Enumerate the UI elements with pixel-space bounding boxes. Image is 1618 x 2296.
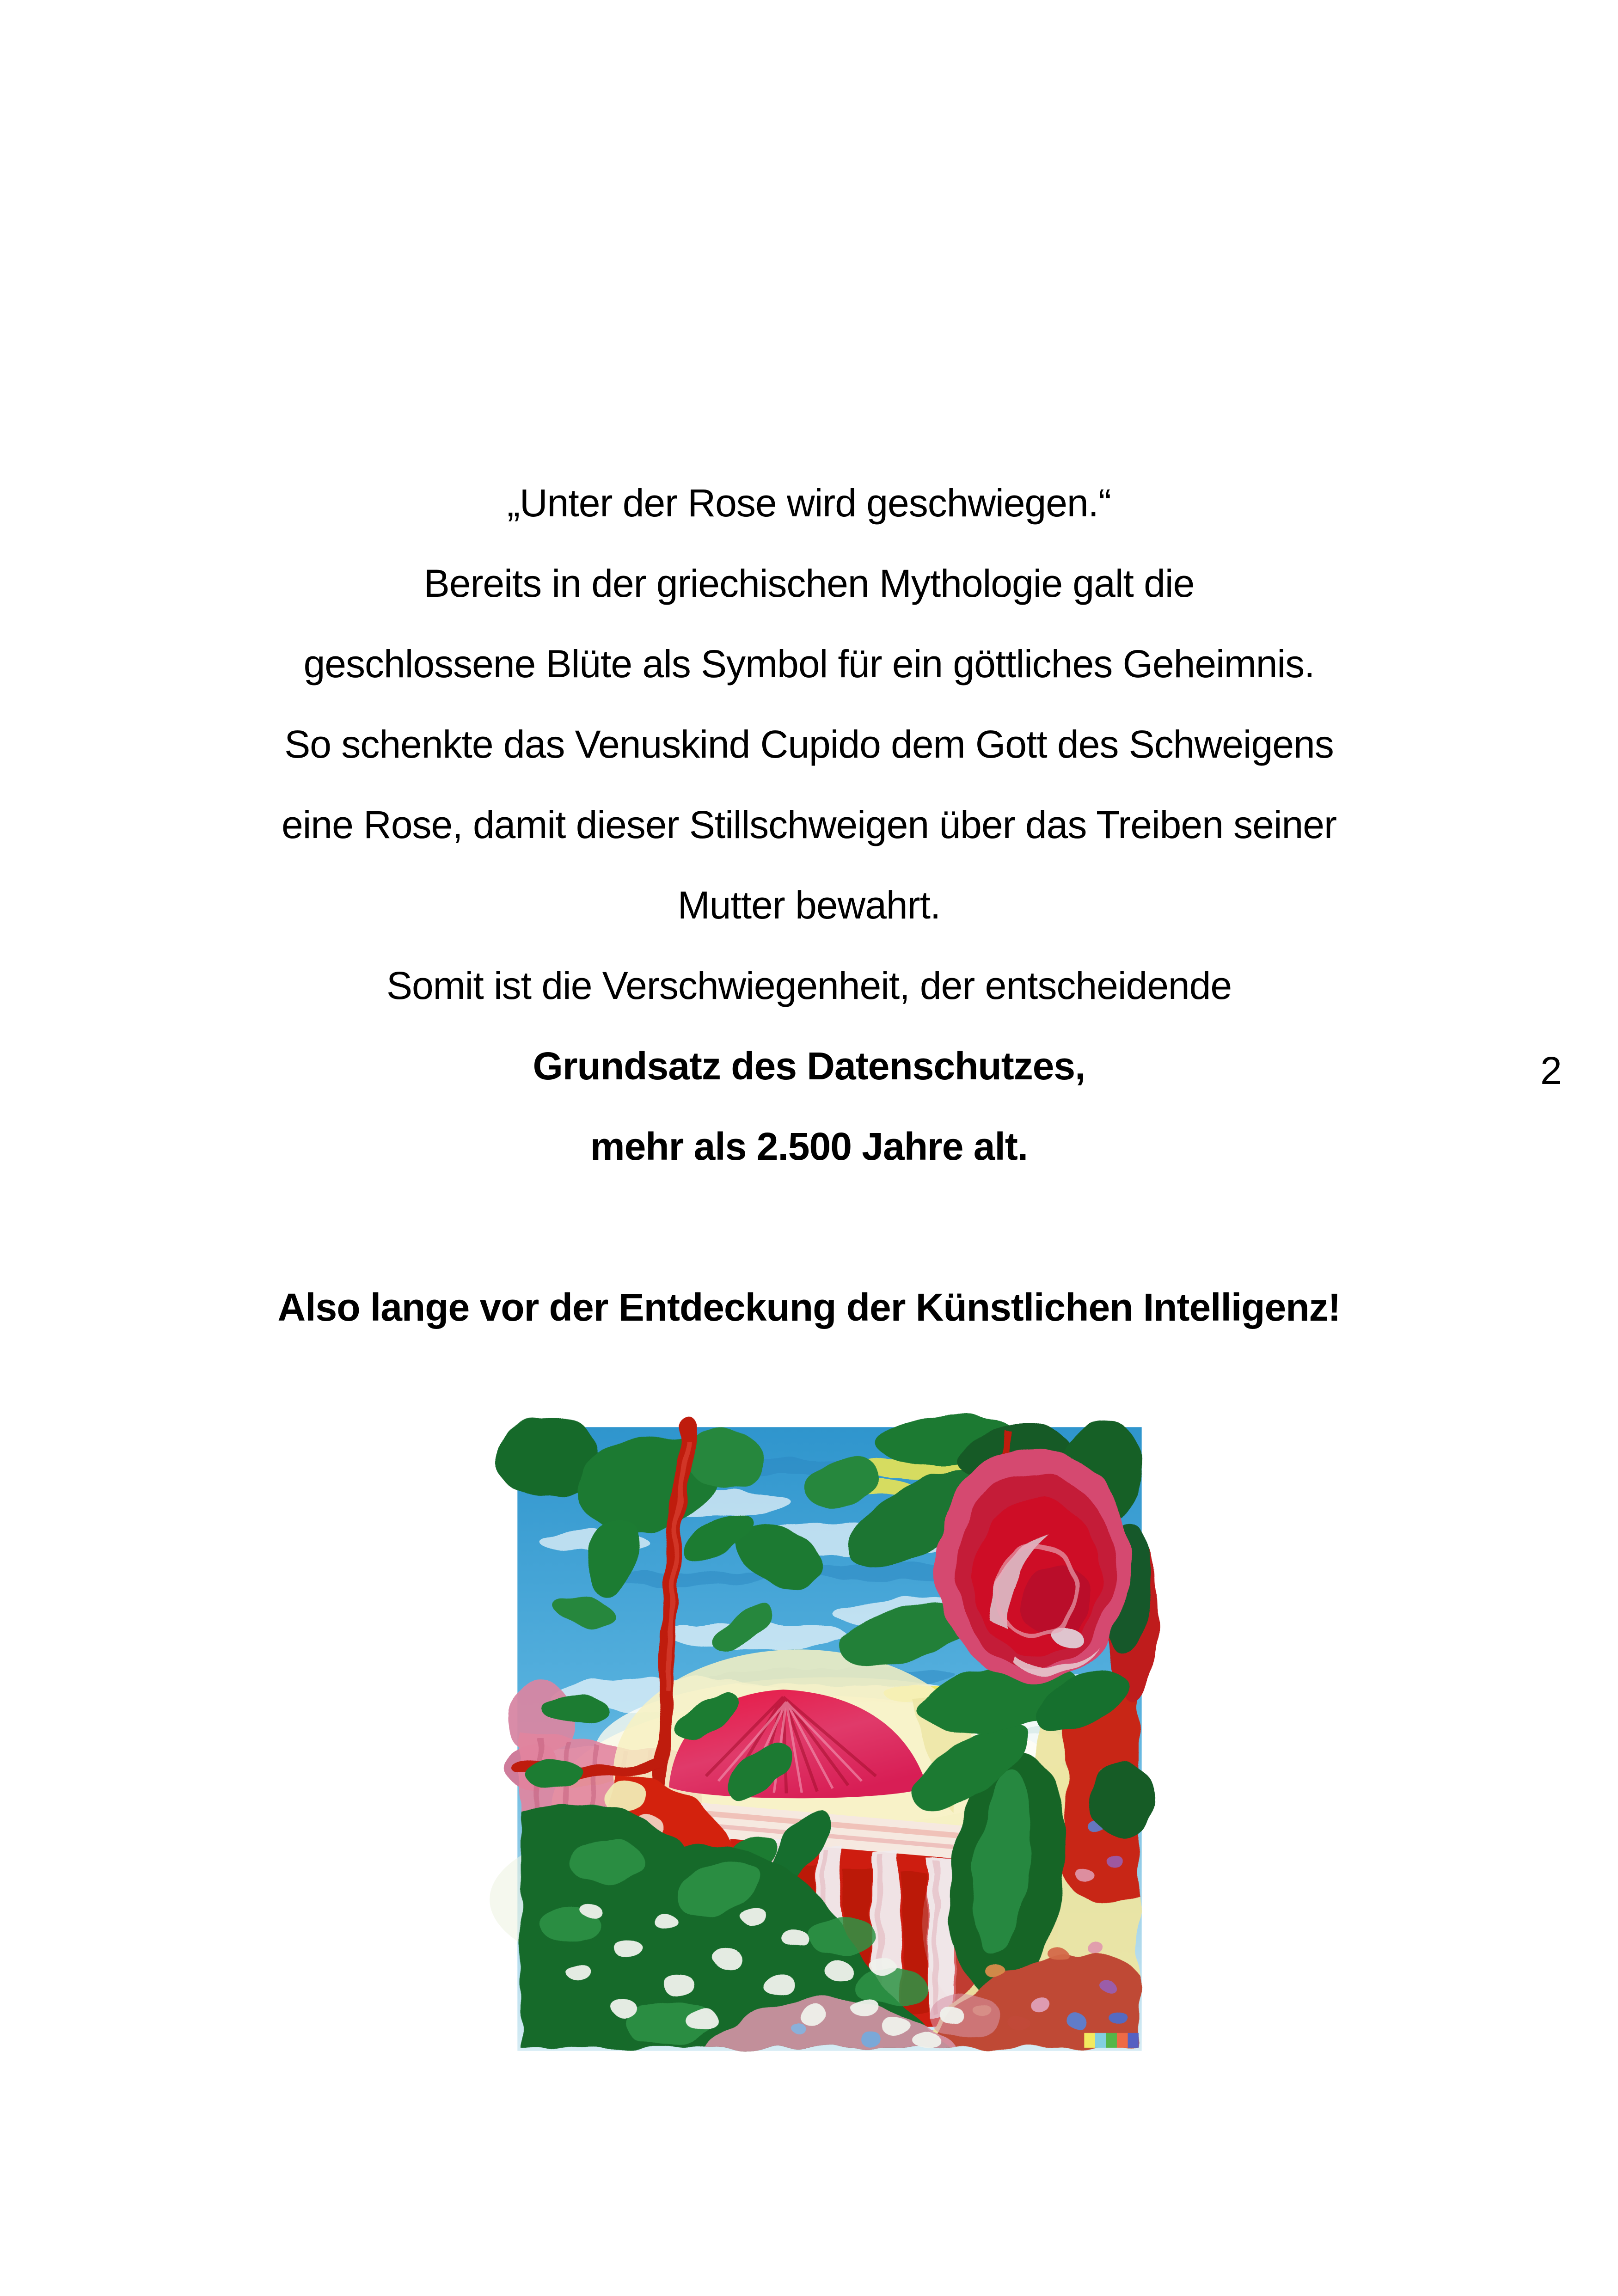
text-line-10: Also lange vor der Entdeckung der Künstlichen Intelligenz!: [277, 1286, 1341, 1329]
text-line-2: geschlossene Blüte als Symbol für ein göttliches Geheimnis.: [303, 642, 1315, 686]
watermark-swatch: [1084, 2033, 1095, 2048]
watermark-swatch: [1117, 2033, 1128, 2048]
text-line-3: So schenkte das Venuskind Cupido dem Gott des Schweigens: [284, 722, 1334, 766]
page-number: [1540, 1049, 1577, 1092]
text-line-8: mehr als 2.500 Jahre alt.: [590, 1125, 1028, 1168]
text-line-4: eine Rose, damit dieser Stillschweigen über das Treiben seiner: [282, 803, 1336, 846]
text-line-0: „Unter der Rose wird geschwiegen.“: [507, 481, 1111, 525]
watermark-swatch: [1106, 2033, 1117, 2048]
dalle-watermark: [1084, 2033, 1139, 2048]
text-line-5: Mutter bewahrt.: [677, 883, 941, 927]
rose-temple-painting: [521, 1430, 1139, 2048]
page-number-digit: 2: [1540, 1049, 1562, 1092]
text-line-9: [0, 1187, 1618, 1267]
body-text: [0, 463, 1618, 1347]
watermark-swatch: [1095, 2033, 1106, 2048]
text-line-7: Grundsatz des Datenschutzes,: [533, 1044, 1085, 1088]
text-line-6: Somit ist die Verschwiegenheit, der entscheidende: [386, 964, 1232, 1007]
text-line-1: Bereits in der griechischen Mythologie galt die: [423, 562, 1195, 605]
watermark-swatch: [1128, 2033, 1139, 2048]
painting-canvas: [521, 1430, 1139, 2048]
